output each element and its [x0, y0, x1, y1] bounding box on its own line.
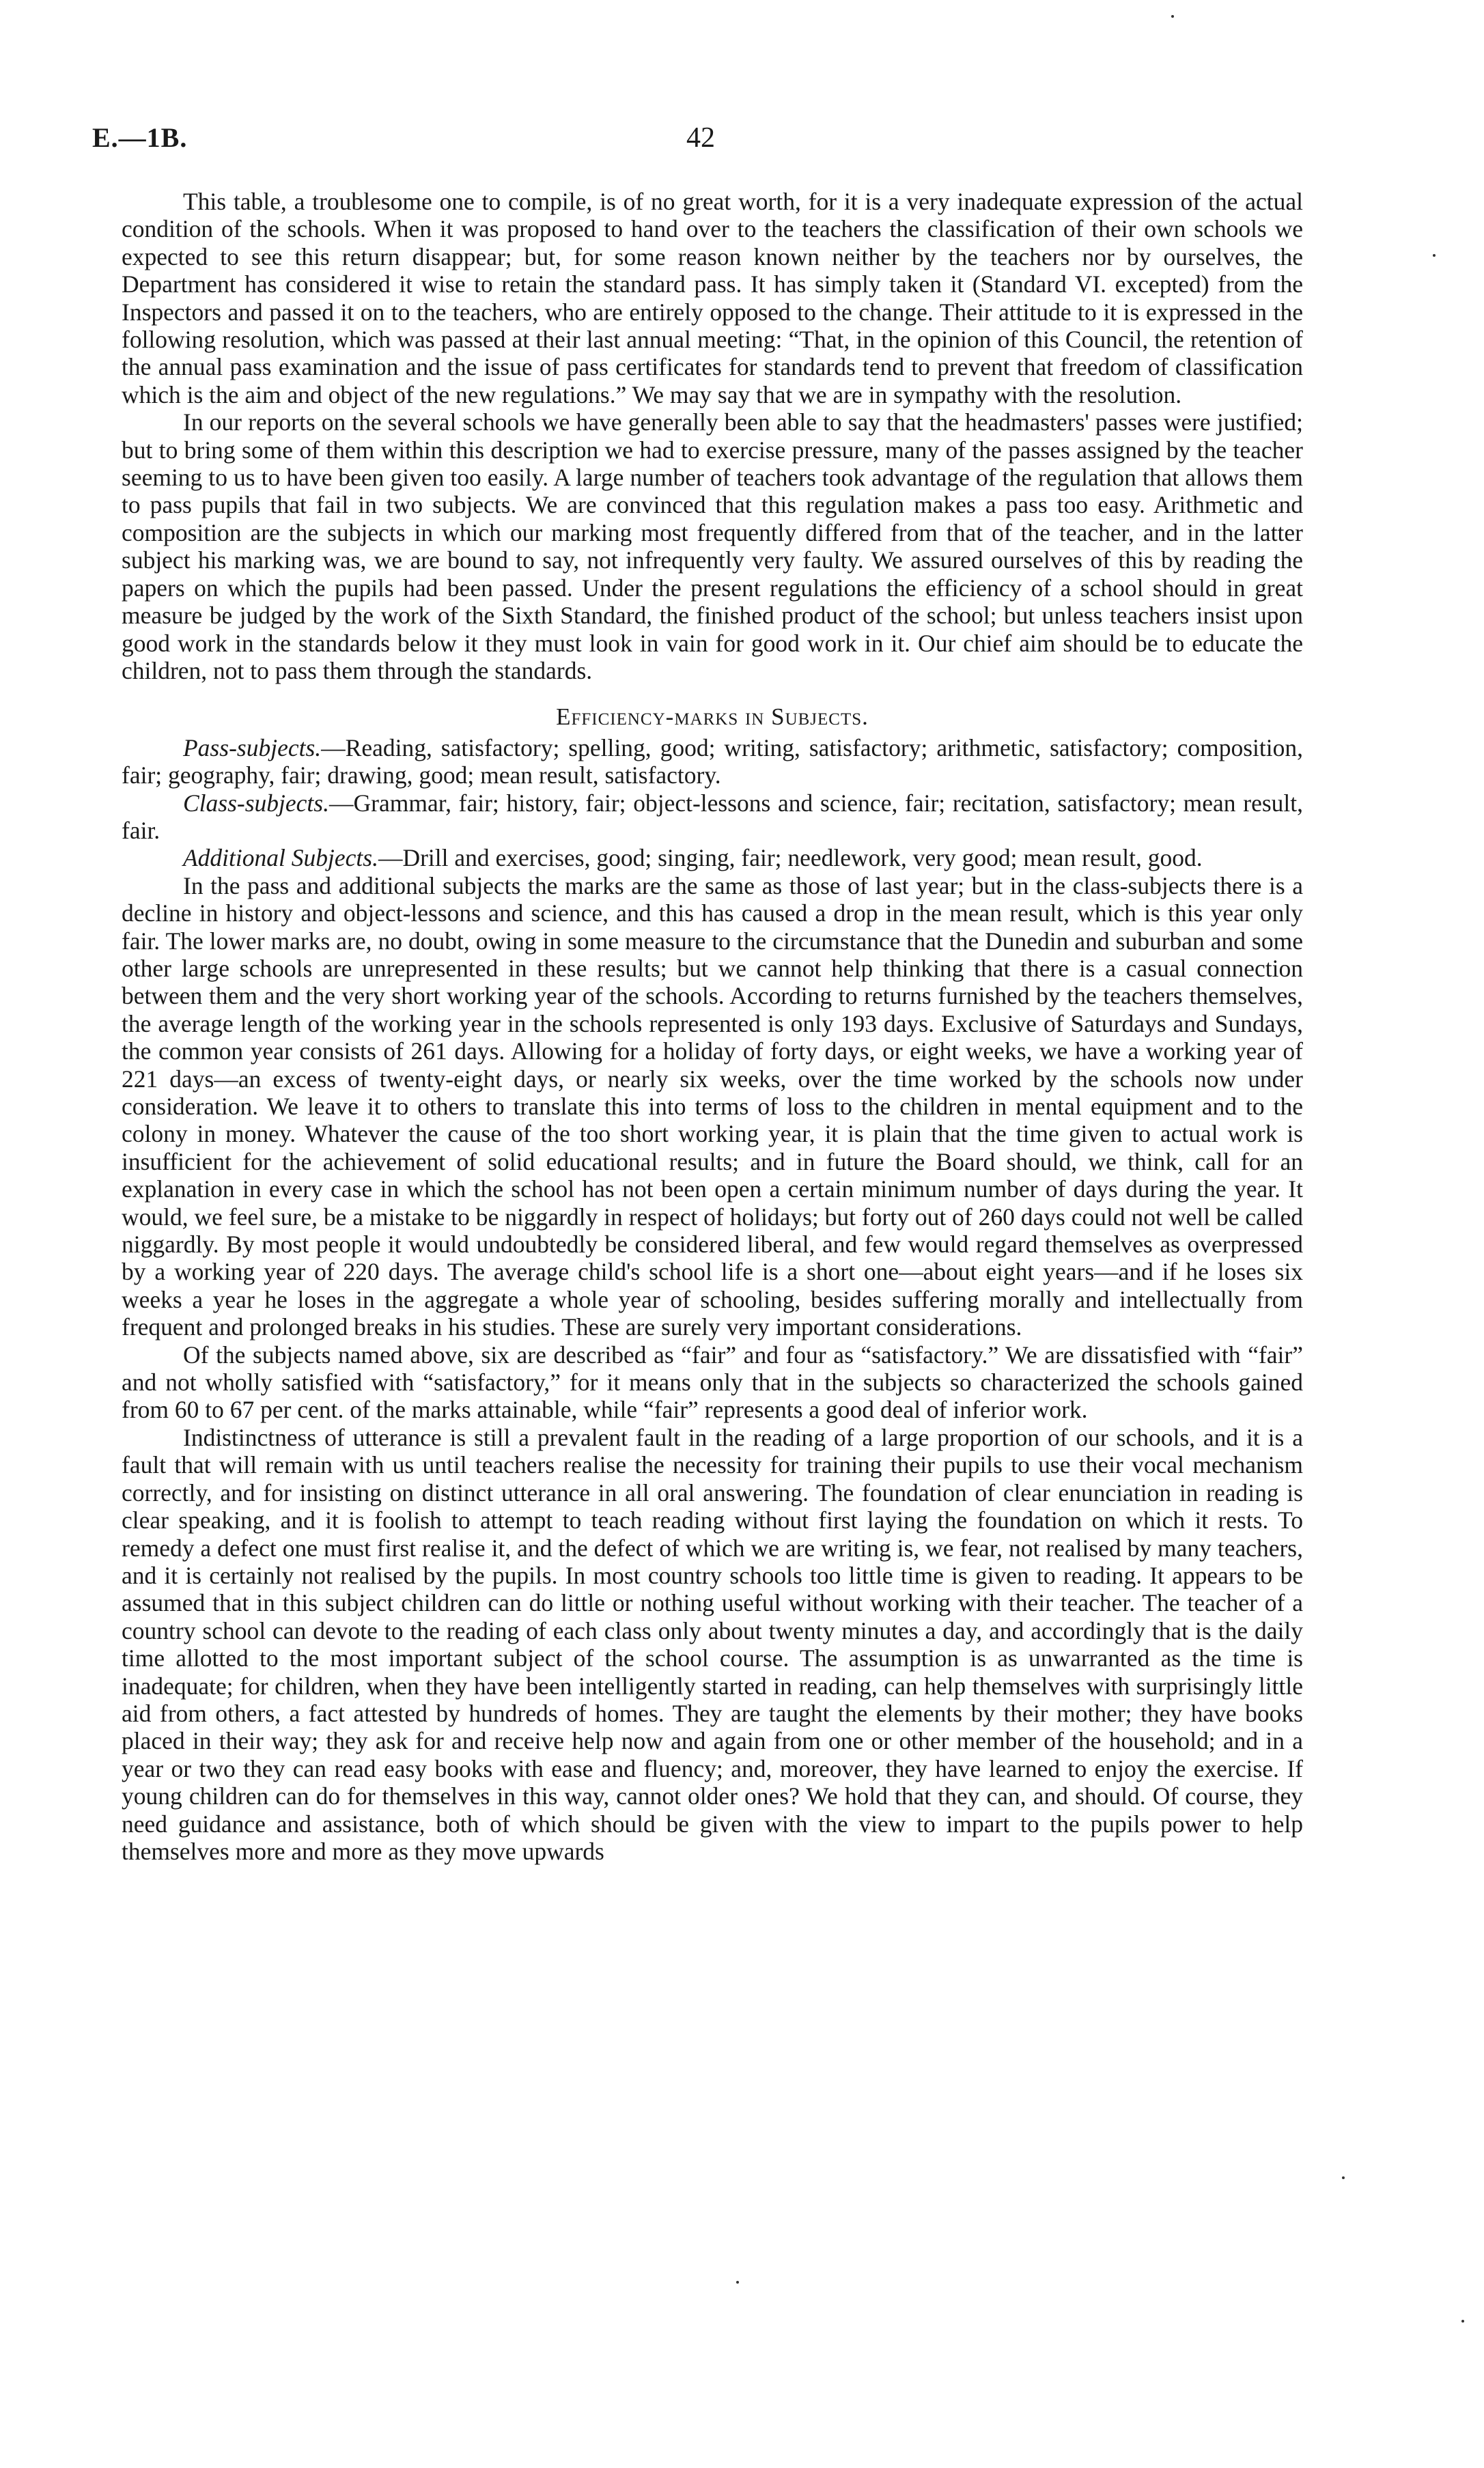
paragraph-reading-utterance: Indistinctness of utterance is still a prevalent fault in the reading of a large proportion of our schools, and it is a fault that will remain with us until teachers realise the necessity for training their pupils to use their vocal mechanism correctly, and for insisting on distinct utterance in all oral answering. The foundation of clear enunciation in reading is clear speaking, and it is foolish to attempt to teach reading without first laying the foundation on which it rests. To remedy a defect one must first realise it, and the defect of which we are writing is, we fear, not realised by many teachers, and it is certainly not realised by the pupils. In most country schools too little time is given to reading. It appears to be assumed that in this subject children can do little or nothing useful without working with their teacher. The teacher of a country school can devote to the reading of each class only about twenty minutes a day, and accordingly that is the daily time allotted to the most important subject of the school course. The assumption is as unwarranted as the time is inadequate; for children, when they have been intelligently started in reading, can help themselves with surprisingly little aid from others, a fact attested by hundreds of homes. They are taught the elements by their mother; they have books placed in their way; they ask for and receive help now and again from one or other member of the household; and in a year or two they can read easy books with ease and fluency; and, moreover, they have learned to enjoy the exercise. If young children can do for themselves in this way, cannot older ones? We hold that they can, and should. Of course, they need guidance and assistance, both of which should be given with the view to impart to the pupils power to help themselves more and more as they move upwards	[122, 1423, 1303, 1865]
scan-speck	[1461, 2320, 1464, 2323]
paragraph-working-year: In the pass and additional subjects the marks are the same as those of last year; but in the class-subjects there is a decline in history and object-lessons and science, and this has caused a drop in the mean result, which is this year only fair. The lower marks are, no doubt, owing in some measure to the circumstance that the Dunedin and suburban and some other large schools are unrepresented in these results; but we cannot help thinking that there is a casual connection between them and the very short working year of the schools. According to returns furnished by the teachers themselves, the average length of the working year in the schools represented is only 193 days. Exclusive of Saturdays and Sundays, the common year consists of 261 days. Allowing for a holiday of forty days, or eight weeks, we have a working year of 221 days—an excess of twenty-eight days, or nearly six weeks, over the time worked by the schools now under consideration. We leave it to others to translate this into terms of loss to the children in mental equipment and to the colony in money. Whatever the cause of the too short working year, it is plain that the time given to actual work is insufficient for the achievement of solid educational results; and in future the Board should, we think, call for an explanation in every case in which the school has not been open a certain minimum number of days during the year. It would, we feel sure, be a mistake to be niggardly in respect of holidays; but forty out of 260 days could not well be called niggardly. By most people it would undoubtedly be considered liberal, and few would regard themselves as overpressed by a working year of 220 days. The average child's school life is a short one—about eight years—and if he loses six weeks a year he loses in the aggregate a whole year of schooling, besides suffering morally and intellectually from frequent and prolonged breaks in his studies. These are surely very important considerations.	[122, 871, 1303, 1341]
scan-speck	[1171, 15, 1174, 18]
scan-speck	[1342, 2176, 1345, 2179]
body-text	[122, 188, 1303, 1865]
section-heading: Efficiency-marks in Subjects.	[556, 703, 869, 731]
class-subjects-label: Class-subjects.	[183, 789, 329, 817]
paragraph-additional-subjects	[122, 844, 1303, 871]
pass-subjects-label: Pass-subjects.	[183, 733, 322, 761]
scan-speck	[1433, 254, 1436, 257]
page-number: 42	[686, 122, 715, 154]
pass-subjects-text: —Reading, satisfactory; spelling, good; writing, satisfactory; arithmetic, satisfactory; composition, fair; geography, fair; drawing, good; mean result, satisfactory.	[122, 733, 1303, 789]
additional-subjects-label: Additional Subjects.	[183, 844, 378, 872]
class-subjects-text: —Grammar, fair; history, fair; object-lessons and science, fair; recitation, satisfactory; mean result, fair.	[122, 789, 1303, 844]
document-reference: E.—1B.	[92, 122, 188, 153]
paragraph-class-subjects	[122, 789, 1303, 845]
scan-speck	[736, 2281, 739, 2284]
paragraph-pass-subjects	[122, 734, 1303, 789]
additional-subjects-text: —Drill and exercises, good; singing, fair; needlework, very good; mean result, good.	[378, 844, 1203, 872]
paragraph-fair-satisfactory: Of the subjects named above, six are described as “fair” and four as “satisfactory.” We are dissatisfied with “fair” and not wholly satisfied with “satisfactory,” for it means only that in the subjects so characterized the schools gained from 60 to 67 per cent. of the marks attainable, while “fair” represents a good deal of inferior work.	[122, 1341, 1303, 1424]
page-header	[92, 122, 1308, 163]
paragraph-standard-pass: This table, a troublesome one to compile, is of no great worth, for it is a very inadequate expression of the actual condition of the schools. When it was proposed to hand over to the teachers the classification of their own schools we expected to see this return disappear; but, for some reason known neither by the teachers nor by ourselves, the Department has considered it wise to retain the standard pass. It has simply taken it (Standard VI. excepted) from the Inspectors and passed it on to the teachers, who are entirely opposed to the change. Their attitude to it is expressed in the following resolution, which was passed at their last annual meeting: “That, in the opinion of this Council, the retention of the annual pass examination and the issue of pass certificates for standards tend to prevent that freedom of classification which is the aim and object of the new regulations.” We may say that we are in sympathy with the resolution.	[122, 188, 1303, 408]
paragraph-headmasters-passes: In our reports on the several schools we have generally been able to say that the headmasters' passes were justified; but to bring some of them within this description we had to exercise pressure, many of the passes assigned by the teacher seeming to us to have been given too easily. A large number of teachers took advantage of the regulation that allows them to pass pupils that fail in two subjects. We are convinced that this regulation makes a pass too easy. Arithmetic and composition are the subjects in which our marking most frequently differed from that of the teacher, and in the latter subject his marking was, we are bound to say, not infrequently very faulty. We assured ourselves of this by reading the papers on which the pupils had been passed. Under the present regulations the efficiency of a school should in great measure be judged by the work of the Sixth Standard, the finished product of the school; but unless teachers insist upon good work in the standards below it they must look in vain for good work in it. Our chief aim should be to educate the children, not to pass them through the standards.	[122, 408, 1303, 684]
